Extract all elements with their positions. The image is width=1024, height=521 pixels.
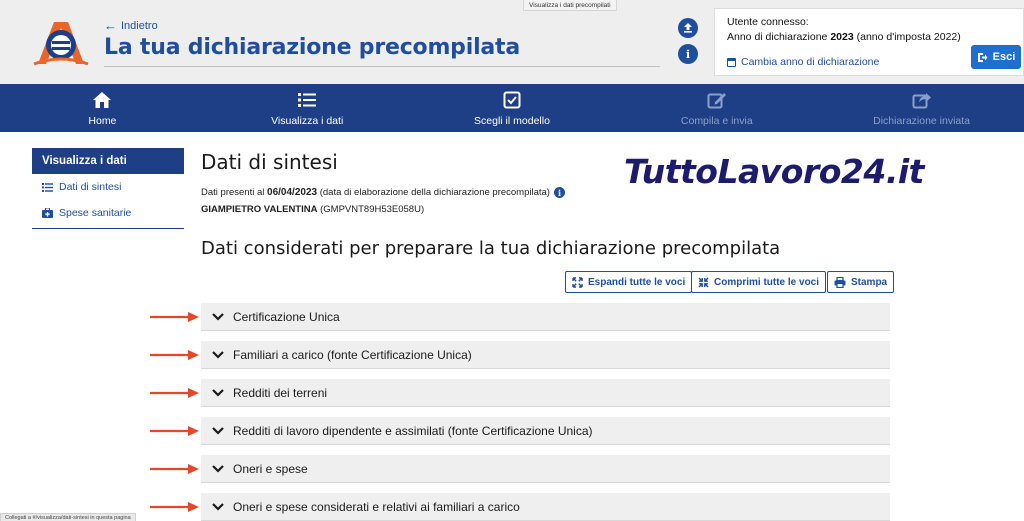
browser-status-bar: Collegati a #/visualizza/dati-sintesi in questa pagina	[0, 513, 136, 521]
home-icon	[92, 90, 112, 110]
red-arrow-annotation	[150, 463, 200, 475]
sidebar-divider	[32, 228, 184, 229]
accordion-certificazione-unica[interactable]	[201, 303, 890, 331]
medical-kit-icon	[42, 208, 53, 218]
accordion-redditi-terreni[interactable]	[201, 379, 890, 407]
accordion-label: Redditi di lavoro dipendente e assimilati (fonte Certificazione Unica)	[233, 423, 593, 438]
red-arrow-annotation	[150, 387, 200, 399]
accordion-label: Familiari a carico (fonte Certificazione Unica)	[233, 347, 472, 362]
taxpayer-code: (GMPVNT89H53E058U)	[317, 204, 425, 215]
collapse-all-label: Comprimi tutte le voci	[714, 276, 820, 288]
chevron-down-icon	[211, 503, 225, 511]
edit-icon	[707, 90, 727, 110]
user-panel	[714, 8, 1024, 76]
user-label: Utente connesso:	[727, 16, 809, 28]
list-icon	[42, 183, 53, 192]
accordion-oneri-spese[interactable]	[201, 455, 890, 483]
change-year-label: Cambia anno di dichiarazione	[741, 56, 880, 68]
accordion-familiari-a-carico[interactable]	[201, 341, 890, 369]
share-icon	[912, 90, 932, 110]
sign-out-icon	[977, 52, 988, 63]
accordion-redditi-lavoro-dipendente[interactable]	[201, 417, 890, 445]
sidebar-item-medical-expenses-label: Spese sanitarie	[59, 207, 132, 219]
info-icon[interactable]: i	[554, 187, 565, 198]
upload-icon	[682, 22, 694, 34]
red-arrow-annotation	[150, 501, 200, 513]
accordion-label: Oneri e spese considerati e relativi ai familiari a carico	[233, 499, 520, 514]
logout-button[interactable]	[971, 45, 1021, 69]
accordion-label: Redditi dei terreni	[233, 385, 328, 400]
change-year-link[interactable]	[727, 56, 879, 68]
year-value: 2023	[830, 31, 854, 43]
print-icon	[834, 277, 846, 288]
header-divider	[104, 66, 660, 67]
nav-home[interactable]	[0, 84, 205, 132]
chevron-down-icon	[211, 351, 225, 359]
print-button[interactable]	[827, 271, 894, 293]
accordion-label: Certificazione Unica	[233, 309, 340, 324]
main-navigation	[0, 84, 1024, 132]
collapse-all-button[interactable]	[691, 271, 826, 293]
accordion-oneri-spese-familiari[interactable]	[201, 493, 890, 521]
nav-compile-send[interactable]	[614, 84, 819, 132]
chevron-down-icon	[211, 427, 225, 435]
taxpayer-name: GIAMPIETRO VALENTINA	[201, 204, 318, 215]
checkbox-icon	[502, 90, 522, 110]
section-title: Dati considerati per preparare la tua dichiarazione precompilata	[201, 238, 781, 259]
nav-declaration-sent-label: Dichiarazione inviata	[873, 114, 971, 127]
nav-home-label: Home	[88, 114, 117, 127]
chevron-down-icon	[211, 389, 225, 397]
sidebar-item-medical-expenses[interactable]	[32, 200, 184, 226]
red-arrow-annotation	[150, 425, 200, 437]
upload-button[interactable]	[678, 18, 698, 38]
back-link[interactable]	[104, 19, 158, 32]
chevron-down-icon	[211, 465, 225, 473]
nav-compile-send-label: Compila e invia	[680, 114, 753, 127]
back-link-label: Indietro	[121, 19, 158, 32]
sidebar-item-summary-label: Dati di sintesi	[59, 181, 122, 193]
arrow-left-icon: ←	[104, 18, 117, 33]
accordion-label: Oneri e spese	[233, 461, 308, 476]
calendar-icon	[727, 58, 736, 67]
print-label: Stampa	[851, 276, 888, 288]
sidebar-title[interactable]: Visualizza i dati	[32, 148, 184, 174]
red-arrow-annotation	[150, 349, 200, 361]
sidebar	[32, 148, 184, 229]
logout-label: Esci	[992, 51, 1016, 63]
expand-all-label: Espandi tutte le voci	[588, 276, 686, 288]
year-suffix: (anno d'imposta 2022)	[853, 31, 961, 43]
agenzia-entrate-logo	[32, 14, 90, 66]
page-title: Dati di sintesi	[201, 150, 338, 174]
nav-view-data[interactable]	[205, 84, 410, 132]
watermark: TuttoLavoro24.it	[624, 152, 924, 191]
info-button[interactable]	[678, 44, 698, 64]
tooltip: Visualizza i dati precompilati	[523, 0, 617, 11]
date-value: 06/04/2023	[267, 187, 318, 198]
nav-choose-model[interactable]	[410, 84, 615, 132]
date-prefix: Dati presenti al	[201, 187, 268, 198]
expand-all-button[interactable]	[565, 271, 692, 293]
list-icon	[297, 90, 317, 110]
date-suffix: (data di elaborazione della dichiarazione precompilata)	[317, 187, 550, 198]
red-arrow-annotation	[150, 311, 200, 323]
nav-view-data-label: Visualizza i dati	[271, 114, 344, 127]
chevron-down-icon	[211, 313, 225, 321]
year-prefix: Anno di dichiarazione	[727, 31, 831, 43]
taxpayer-line	[201, 204, 424, 215]
expand-icon	[572, 277, 583, 288]
declaration-year	[727, 31, 961, 43]
compress-icon	[698, 277, 709, 288]
sidebar-item-summary[interactable]	[32, 174, 184, 200]
page-header-title: La tua dichiarazione precompilata	[104, 35, 521, 60]
nav-declaration-sent[interactable]	[819, 84, 1024, 132]
nav-choose-model-label: Scegli il modello	[474, 114, 550, 127]
info-icon: i	[685, 47, 691, 61]
data-date-line	[201, 187, 565, 198]
app-header	[0, 0, 1024, 84]
